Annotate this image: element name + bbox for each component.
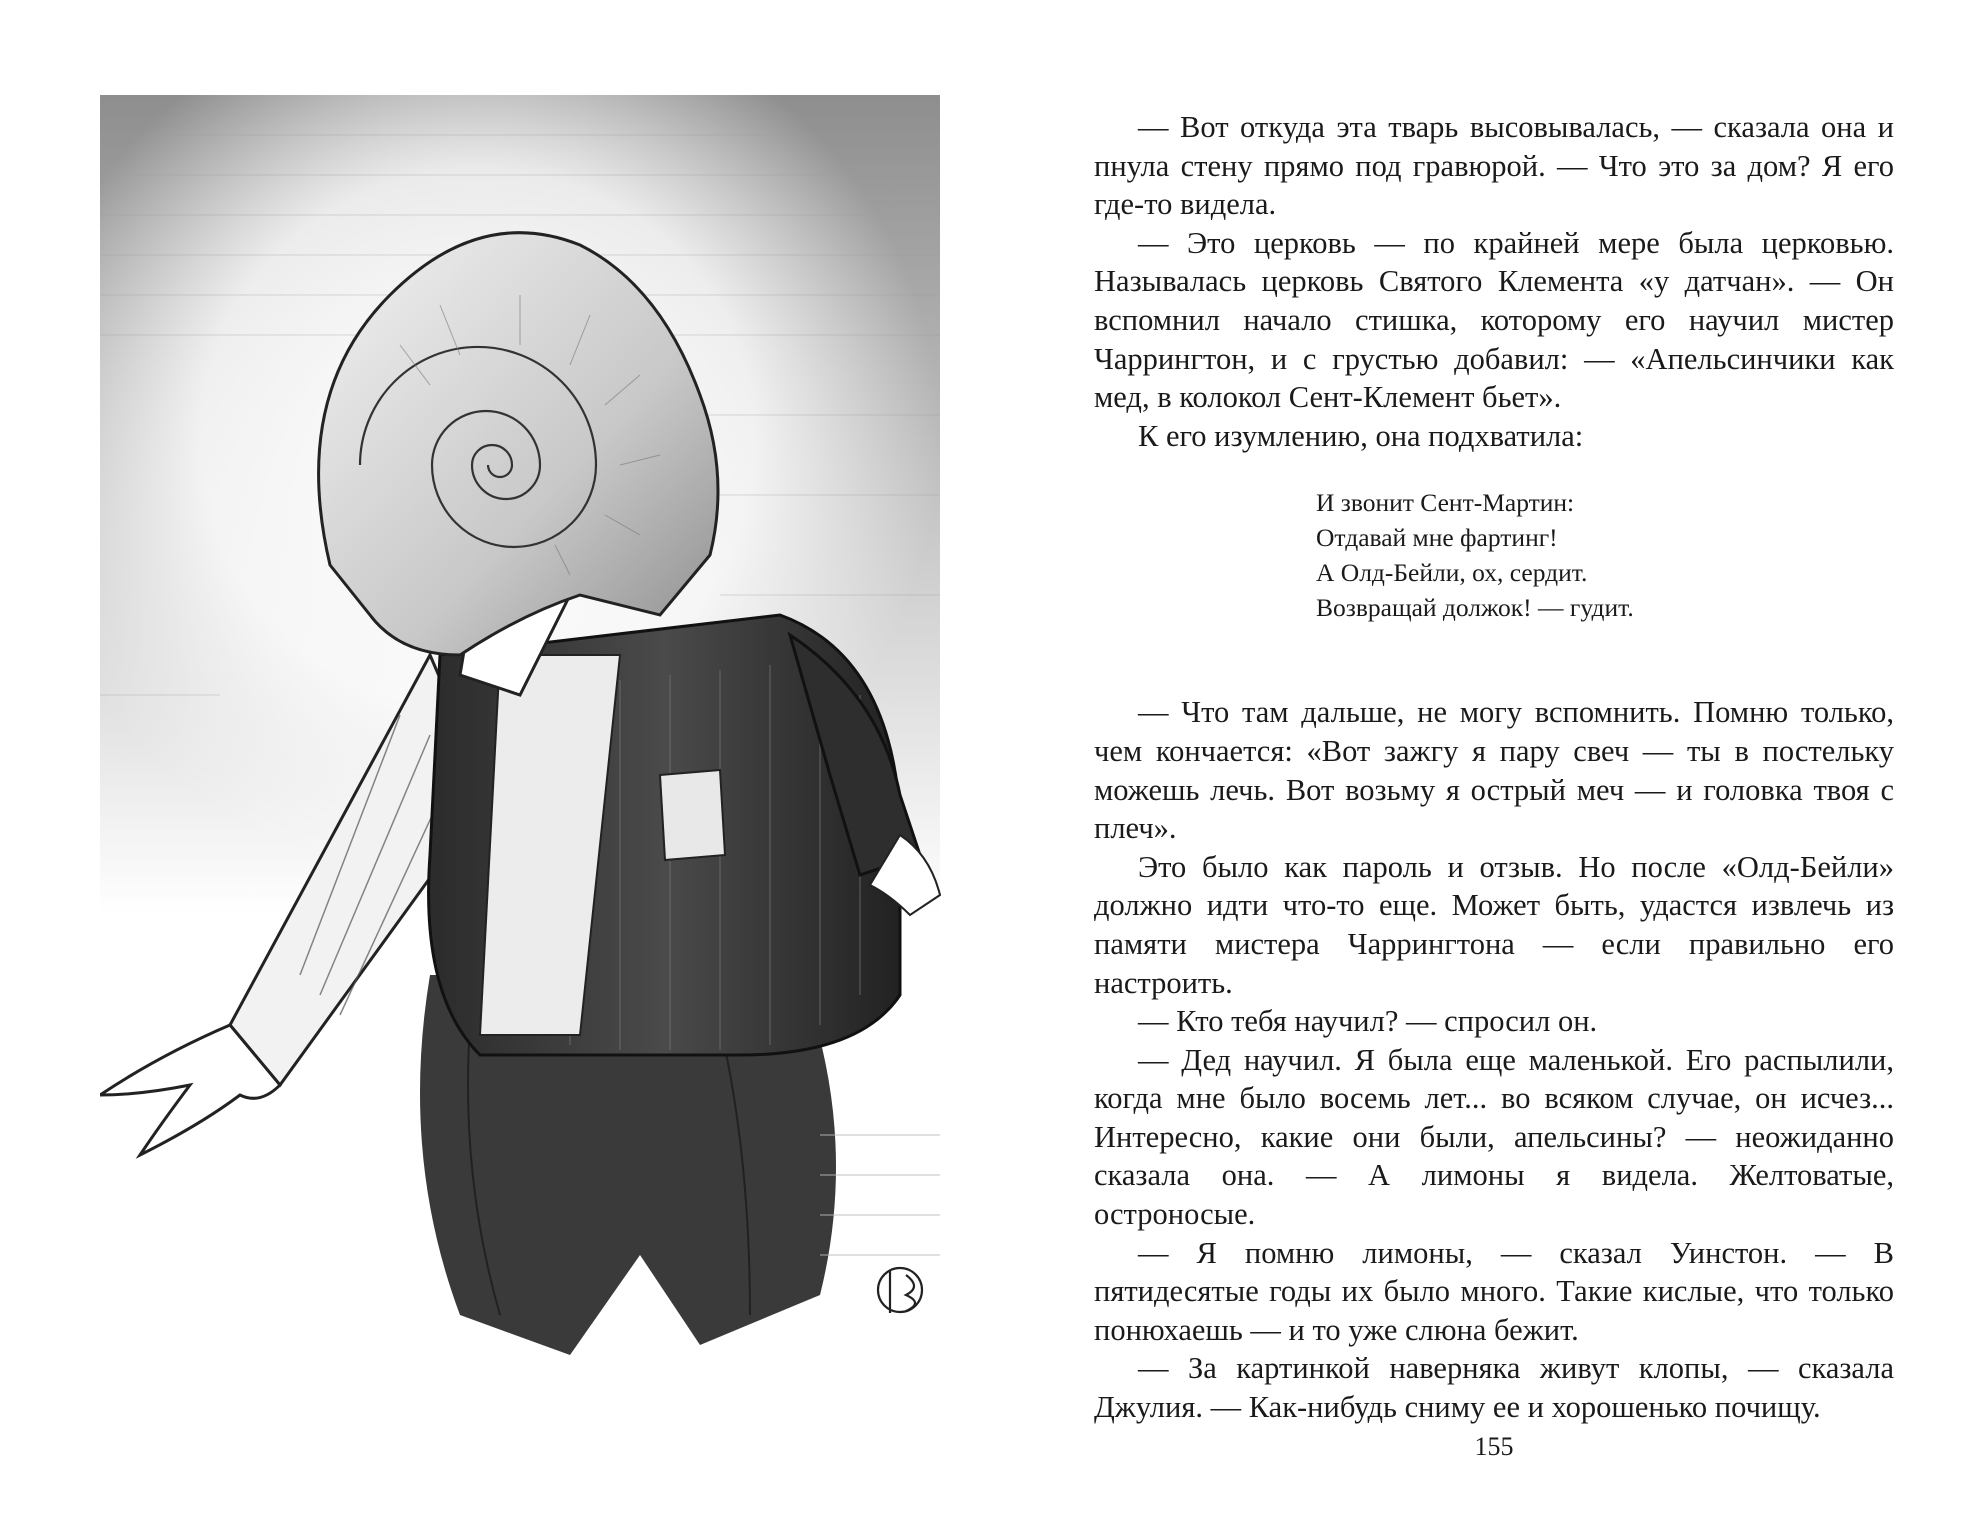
page-number: 155 — [1474, 1432, 1514, 1461]
pocket — [660, 770, 725, 860]
paragraph: — Кто тебя научил? — спросил он. — [1138, 1004, 1598, 1039]
text-page — [1094, 108, 1894, 1427]
paragraph: Это было как пароль и отзыв. Но после «Олд-Бейли» должно идти что-то еще. Может быть, удастся извлечь из памяти мистера Чаррингтона — если правильно его настроить. — [1094, 849, 1894, 1000]
poem-line: Возвращай должок! — гудит. — [1316, 593, 1634, 623]
poem-line: И звонит Сент-Мартин: — [1316, 488, 1575, 518]
paragraph: — За картинкой наверняка живут клопы, — сказала Джулия. — Как-нибудь сниму ее и хорошенько почищу. — [1094, 1351, 1894, 1425]
paragraph: К его изумлению, она подхватила: — [1138, 418, 1584, 453]
paragraph: — Я помню лимоны, — сказал Уинстон. — В пятидесятые годы их было много. Такие кислые, что только понюхаешь — и то уже слюна бежит. — [1094, 1235, 1894, 1347]
artist-monogram — [878, 1268, 922, 1313]
poem-line: А Олд-Бейли, ох, сердит. — [1316, 558, 1588, 588]
poem-verse — [1316, 485, 1894, 625]
paragraph: — Вот откуда эта тварь высовывалась, — сказала она и пнула стену прямо под гравюрой. — Что это за дом? Я его где-то видела. — [1094, 110, 1894, 222]
paragraph: — Это церковь — по крайней мере была церковью. Называлась церковь Святого Клемента «у датчан». — Он вспомнил начало стишка, которому его научил мистер Чаррингтон, и с грустью добавил: — «Апельсинчики как мед, в колокол Сент-Клемент бьет». — [1094, 225, 1894, 415]
poem-line: Отдавай мне фартинг! — [1316, 523, 1558, 553]
paragraph: — Дед научил. Я была еще маленькой. Его распылили, когда мне было восемь лет... во всяком случае, он исчез... Интересно, какие они были, апельсины? — неожиданно сказала она. — А лимоны я видела. Желтоватые, остроносые. — [1094, 1042, 1894, 1232]
shell-headed-figure-illustration — [100, 95, 1040, 1415]
paragraph: — Что там дальше, не могу вспомнить. Помню только, чем кончается: «Вот зажгу я пару свеч — ты в постельку можешь лечь. Вот возьму я острый меч — и головка твоя с плеч». — [1094, 695, 1894, 846]
book-illustration — [100, 95, 1040, 1415]
